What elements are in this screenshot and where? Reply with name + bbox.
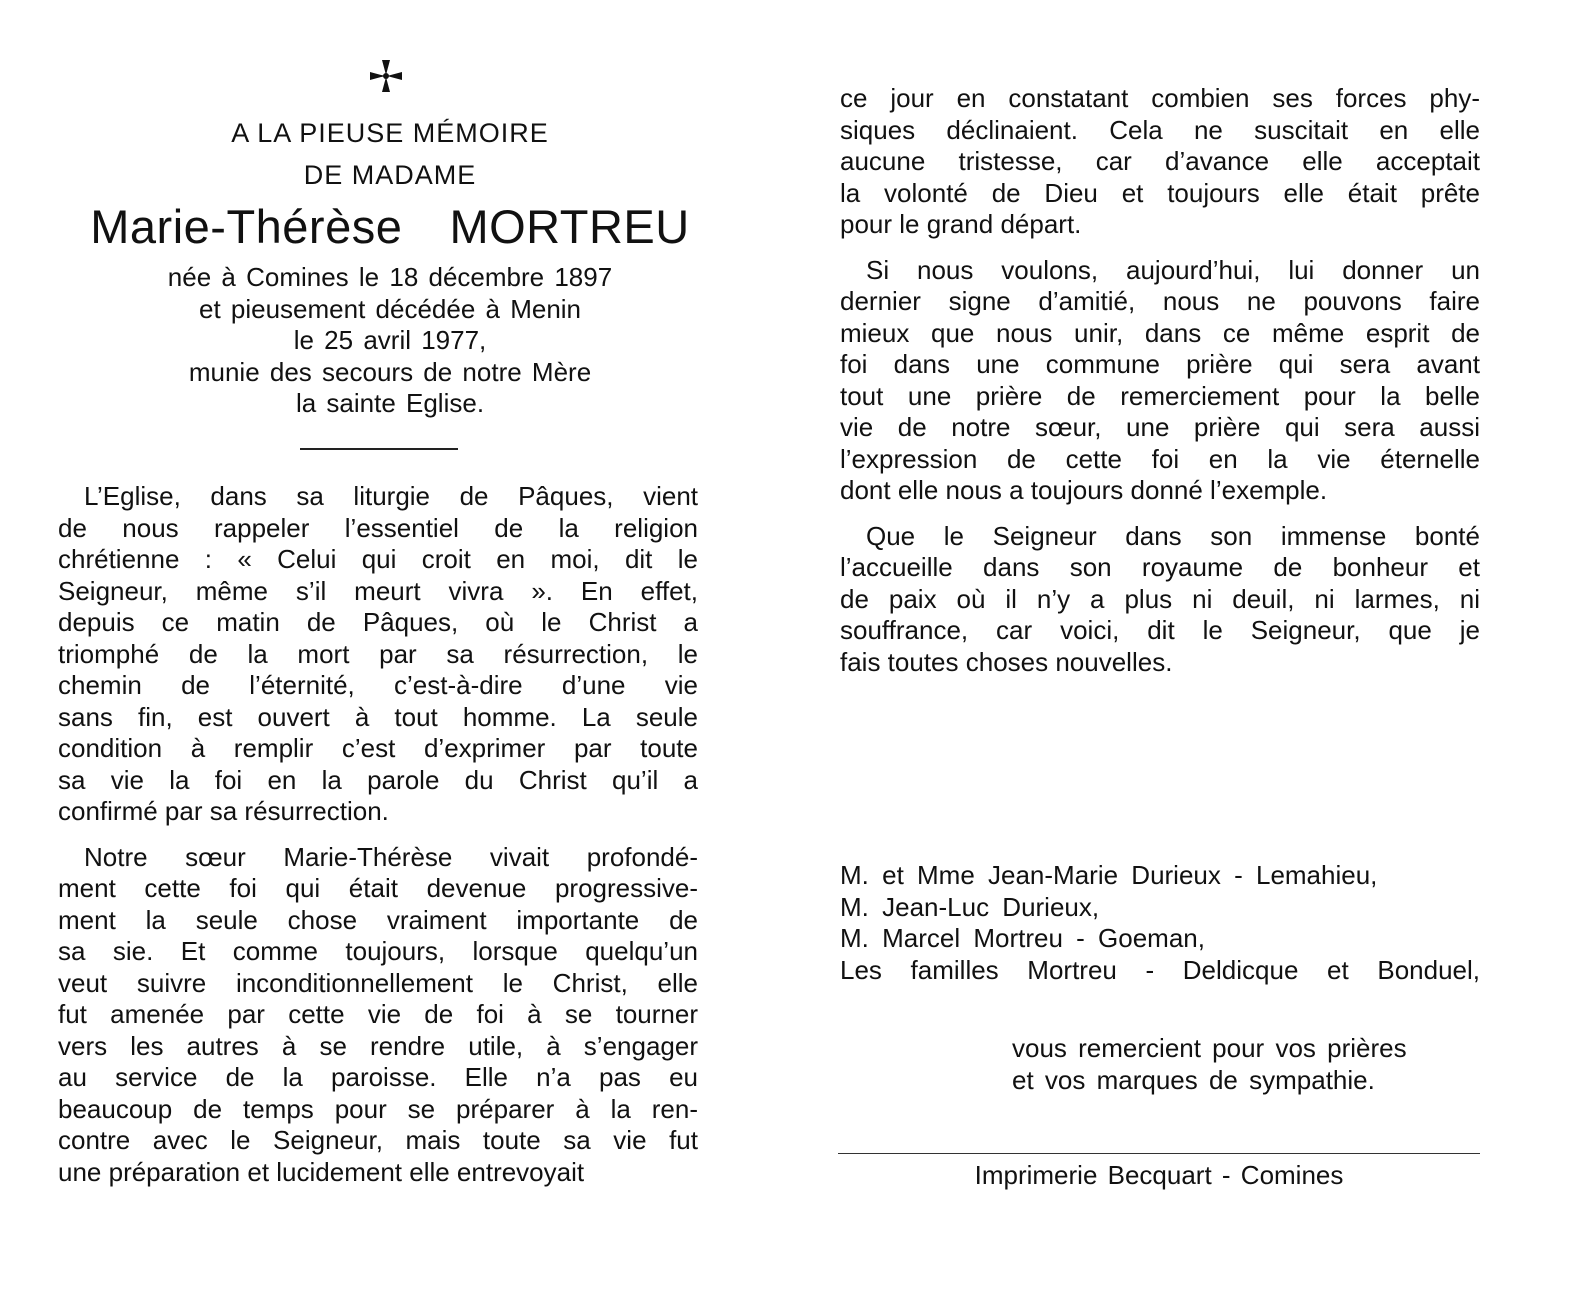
footer-divider xyxy=(838,1153,1480,1154)
signer-line: Les familles Mortreu - Deldicque et Bonduel, xyxy=(840,954,1480,985)
life-dates xyxy=(40,262,740,420)
text-line: tout une prière de remerciement pour la belle xyxy=(840,380,1480,411)
signer-line: M. Jean-Luc Durieux, xyxy=(840,891,1100,922)
printer-credit: Imprimerie Becquart - Comines xyxy=(974,1160,1344,1190)
text-line: Que le Seigneur dans son immense bonté xyxy=(866,520,1480,551)
text-line: de paix où il n’y a plus ni deuil, ni larmes, ni xyxy=(840,583,1480,614)
text-line: veut suivre inconditionnellement le Christ, elle xyxy=(58,967,698,998)
text-line: triomphé de la mort par sa résurrection, le xyxy=(58,638,698,669)
text-line: ce jour en constatant combien ses forces phy- xyxy=(840,83,1480,113)
text-line: fais toutes choses nouvelles. xyxy=(840,646,1173,677)
text-line: pour le grand départ. xyxy=(840,209,1082,239)
text-line: Notre sœur Marie-Thérèse vivait profondé- xyxy=(84,841,698,872)
text-line: chemin de l’éternité, c’est-à-dire d’une vie xyxy=(58,670,698,700)
text-line: une préparation et lucidement elle entrevoyait xyxy=(58,1156,585,1187)
heading-line-2: DE MADAME xyxy=(303,160,477,190)
deceased-name: Marie-Thérèse MORTREU xyxy=(90,200,690,253)
signer-line: M. et Mme Jean-Marie Durieux - Lemahieu, xyxy=(840,860,1378,890)
text-line: dernier signe d’amitié, nous ne pouvons faire xyxy=(840,286,1480,316)
paragraph-easter xyxy=(58,481,698,828)
text-line: la volonté de Dieu et toujours elle était prête xyxy=(840,177,1480,208)
text-line: de nous rappeler l’essentiel de la religion xyxy=(58,512,698,543)
paragraph-faith xyxy=(58,842,698,1189)
sacrament-line: munie des secours de notre Mère xyxy=(188,356,592,387)
text-line: siques déclinaient. Cela ne suscitait en elle xyxy=(840,114,1480,145)
text-line: fut amenée par cette vie de foi à se tourner xyxy=(58,999,698,1029)
text-line: chrétienne : « Celui qui croit en moi, dit le xyxy=(58,544,698,574)
birth-line: née à Comines le 18 décembre 1897 xyxy=(167,262,613,292)
text-line: foi dans une commune prière qui sera avant xyxy=(840,349,1480,379)
text-line: Seigneur, même s’il meurt vivra ». En effet, xyxy=(58,575,698,606)
text-line: beaucoup de temps pour se préparer à la ren- xyxy=(58,1093,698,1124)
death-line: et pieusement décédée à Menin xyxy=(198,293,582,324)
text-line: vie de notre sœur, une prière qui sera aussi xyxy=(840,412,1480,442)
text-line: l’expression de cette foi en la vie éternelle xyxy=(840,443,1480,474)
church-line: la sainte Eglise. xyxy=(295,388,485,418)
paragraph-blessing xyxy=(840,521,1480,679)
text-line: souffrance, car voici, dit le Seigneur, que je xyxy=(840,615,1480,645)
text-line: aucune tristesse, car d’avance elle acceptait xyxy=(840,146,1480,176)
divider xyxy=(300,448,458,450)
text-line: Si nous voulons, aujourd’hui, lui donner un xyxy=(866,254,1480,285)
text-line: au service de la paroisse. Elle n’a pas eu xyxy=(58,1062,698,1092)
right-column xyxy=(840,83,1480,678)
death-date-line: le 25 avril 1977, xyxy=(293,325,487,355)
memorial-heading xyxy=(40,112,740,196)
text-line: ment la seule chose vraiment importante de xyxy=(58,904,698,935)
text-line: sans fin, est ouvert à tout homme. La seule xyxy=(58,701,698,732)
text-line: ment cette foi qui était devenue progressive- xyxy=(58,873,698,903)
paragraph-departure xyxy=(840,83,1480,241)
text-line: sa sie. Et comme toujours, lorsque quelqu’un xyxy=(58,936,698,966)
thanks-line-2: et vos marques de sympathie. xyxy=(1012,1064,1375,1095)
thanks-message xyxy=(1012,1033,1407,1096)
text-line: depuis ce matin de Pâques, où le Christ a xyxy=(58,607,698,637)
left-column xyxy=(58,481,698,1188)
text-line: vers les autres à se rendre utile, à s’engager xyxy=(58,1030,698,1061)
text-line: l’accueille dans son royaume de bonheur et xyxy=(840,552,1480,582)
family-signers xyxy=(840,860,1480,986)
signer-line: M. Marcel Mortreu - Goeman, xyxy=(840,923,1205,953)
text-line: contre avec le Seigneur, mais toute sa vie fut xyxy=(58,1125,698,1155)
heading-line-1: A LA PIEUSE MÉMOIRE xyxy=(231,118,549,148)
paragraph-prayer xyxy=(840,255,1480,507)
text-line: confirmé par sa résurrection. xyxy=(58,796,389,826)
maltese-cross-icon xyxy=(368,58,404,94)
thanks-line-1: vous remercient pour vos prières xyxy=(1012,1033,1407,1063)
text-line: L’Eglise, dans sa liturgie de Pâques, vient xyxy=(84,481,698,511)
text-line: mieux que nous unir, dans ce même esprit de xyxy=(840,317,1480,348)
text-line: dont elle nous a toujours donné l’exemple. xyxy=(840,475,1328,505)
text-line: condition à remplir c’est d’exprimer par toute xyxy=(58,733,698,763)
text-line: sa vie la foi en la parole du Christ qu’il a xyxy=(58,764,698,795)
